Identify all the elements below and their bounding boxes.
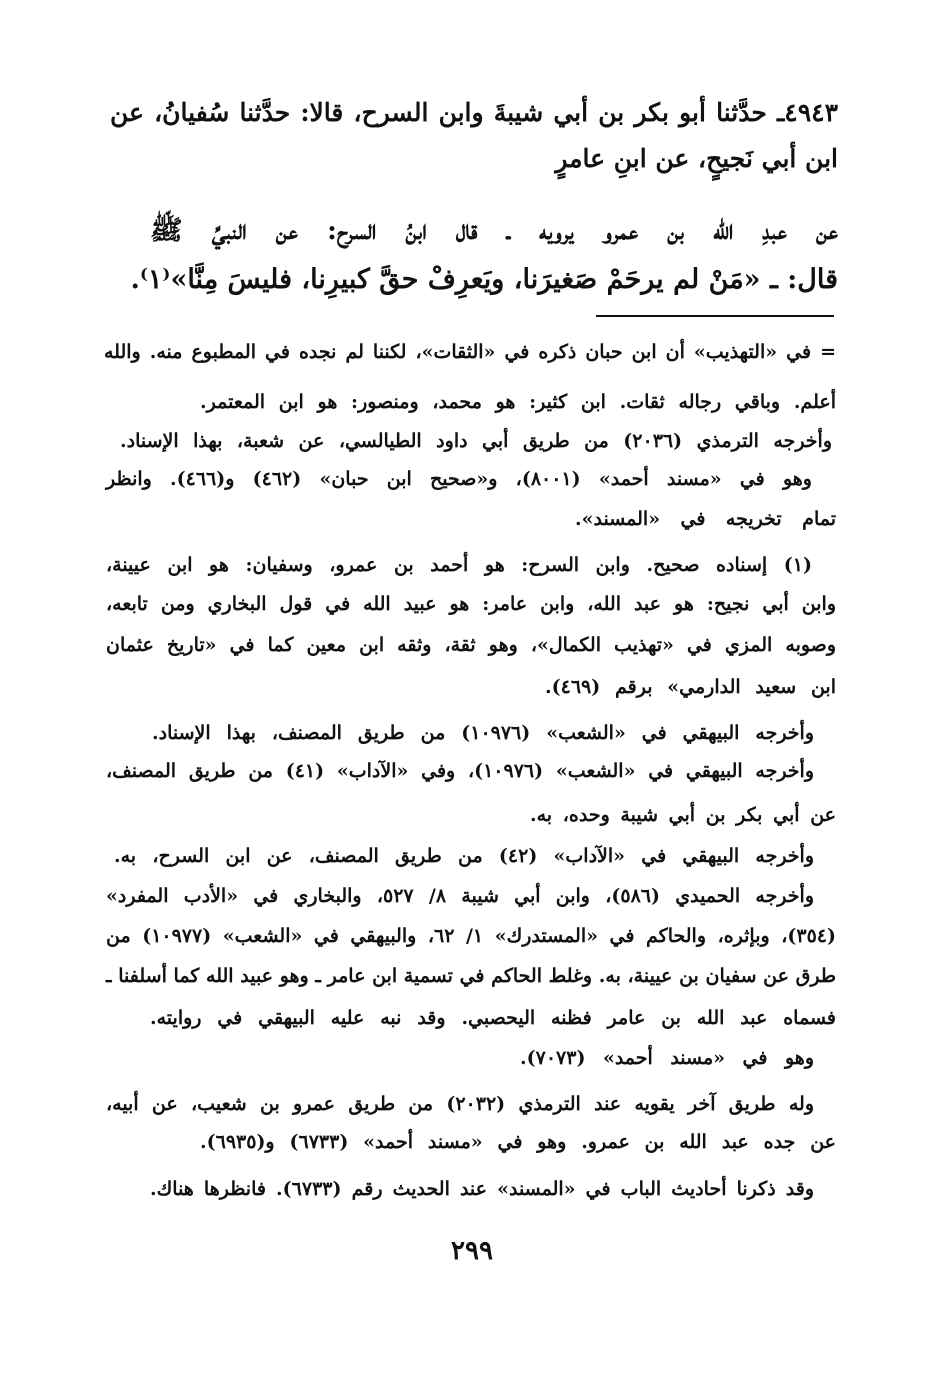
footnote-line: وأخرجه الحميدي (٥٨٦)، وابن أبي شيبة ٨/ ٥٢٧، والبخاري في «الأدب المفرد» [106,885,814,907]
footnote-line: وأخرجه البيهقي في «الشعب» (١٠٩٧٦)، وفي «الآداب» (٤١) من طريق المصنف، [106,760,814,782]
footnote-line: أعلم. وباقي رجاله ثقات. ابن كثير: هو محمد، ومنصور: هو ابن المعتمر. [200,391,836,413]
hadith-matn-line: قال: ـ «مَنْ لم يرحَمْ صَغيرَنا، ويَعرِفْ حقَّ كبيرِنا، فليسَ مِنَّا»⁽١⁾. [130,264,838,295]
footnote-separator [596,315,834,317]
footnote-line: وقد ذكرنا أحاديث الباب في «المسند» عند الحديث رقم (٦٧٣٣). فانظرها هناك. [150,1178,814,1200]
hadith-isnad-line: ابن أبي نَجيحٍ، عن ابنِ عامرٍ [555,144,838,173]
footnote-line: وأخرجه البيهقي في «الشعب» (١٠٩٧٦) من طريق المصنف، بهذا الإسناد. [152,722,815,744]
footnote-line: وأخرجه البيهقي في «الآداب» (٤٢) من طريق المصنف، عن ابن السرح، به. [114,845,814,867]
footnote-line: وصوبه المزي في «تهذيب الكمال»، وهو ثقة، وثقه ابن معين كما في «تاريخ عثمان [106,634,836,656]
footnote-line: ابن سعيد الدارمي» برقم (٤٦٩). [545,676,836,698]
page-number: ٢٩٩ [451,1236,493,1266]
hadith-matn-line: عن عبدِ الله بن عمرو يرويه ـ قال ابنُ السرح: عن النبيِّ ﷺ [150,215,838,246]
hadith-isnad-line: ٤٩٤٣ـ حدَّثنا أبو بكر بن أبي شيبةَ وابن السرح، قالا: حدَّثنا سُفيانُ، عن [110,98,838,127]
footnote-line: عن أبي بكر بن أبي شيبة وحده، به. [530,804,836,826]
footnote-line: تمام تخريجه في «المسند». [575,508,836,530]
footnote-line: وأخرجه الترمذي (٢٠٣٦) من طريق أبي داود الطيالسي، عن شعبة، بهذا الإسناد. [120,430,833,452]
footnote-line: وله طريق آخر يقويه عند الترمذي (٢٠٣٢) من طريق عمرو بن شعيب، عن أبيه، [106,1093,814,1115]
footnote-line: وهو في «مسند أحمد» (٧٠٧٣). [520,1047,814,1069]
footnote-line: عن جده عبد الله بن عمرو. وهو في «مسند أحمد» (٦٧٣٣) و(٦٩٣٥). [200,1131,836,1153]
footnote-line: = في «التهذيب» أن ابن حبان ذكره في «الثقات»، لكننا لم نجده في المطبوع منه. والله [104,341,836,363]
footnote-line: وابن أبي نجيح: هو عبد الله، وابن عامر: هو عبيد الله في قول البخاري ومن تابعه، [106,593,836,615]
footnote-line: (٣٥٤)، وبإثره، والحاكم في «المستدرك» ١/ ٦٢، والبيهقي في «الشعب» (١٠٩٧٧) من [106,925,836,947]
footnote-line: فسماه عبد الله بن عامر فظنه اليحصبي. وقد نبه عليه البيهقي في روايته. [150,1007,836,1029]
footnote-line: طرق عن سفيان بن عيينة، به. وغلط الحاكم في تسمية ابن عامر ـ وهو عبيد الله كما أسلفنا ـ [106,965,836,987]
footnote-line: وهو في «مسند أحمد» (٨٠٠١)، و«صحيح ابن حبان» (٤٦٢) و(٤٦٦). وانظر [106,468,812,490]
footnote-line: (١) إسناده صحيح. وابن السرح: هو أحمد بن عمرو، وسفيان: هو ابن عيينة، [106,554,812,576]
